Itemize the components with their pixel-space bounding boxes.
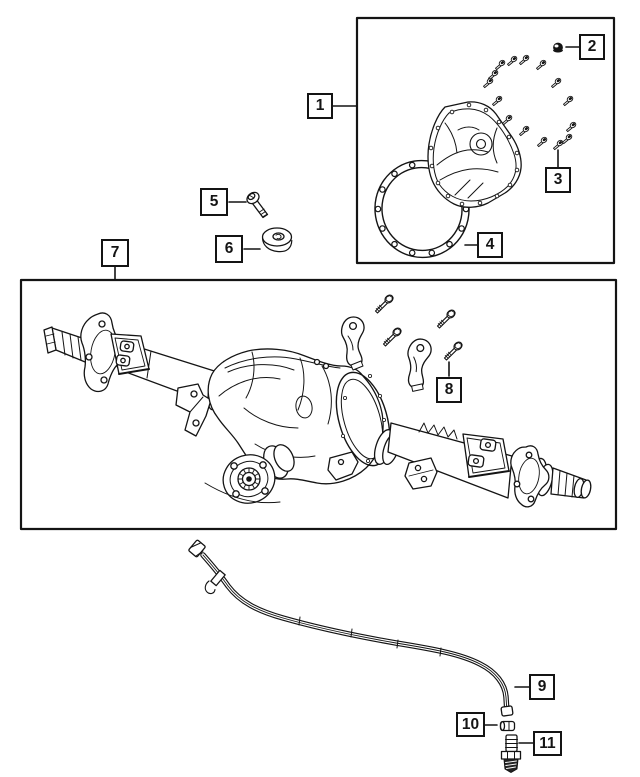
callout-7[interactable]: 7 [101,239,129,267]
part-11-vent-fitting [502,735,521,773]
part-5-bolt [245,190,268,217]
callout-8[interactable]: 8 [436,377,462,403]
callout-3[interactable]: 3 [545,167,571,193]
part-2-nut [554,43,563,52]
part-9-vent-hose [188,540,513,717]
callout-10[interactable]: 10 [456,712,485,737]
callout-9[interactable]: 9 [529,674,555,700]
callout-4[interactable]: 4 [477,232,503,258]
callout-11[interactable]: 11 [533,731,562,756]
axle-panel [21,280,616,529]
right-lower-bracket [405,458,437,489]
callout-6[interactable]: 6 [215,235,243,263]
callout-1[interactable]: 1 [307,93,333,119]
callout-2[interactable]: 2 [579,34,605,60]
callout-5[interactable]: 5 [200,188,228,216]
part-6-bumper [263,228,292,252]
part-10-clip [501,722,515,731]
right-spring-perch [463,434,509,477]
detail-panel [357,18,614,264]
